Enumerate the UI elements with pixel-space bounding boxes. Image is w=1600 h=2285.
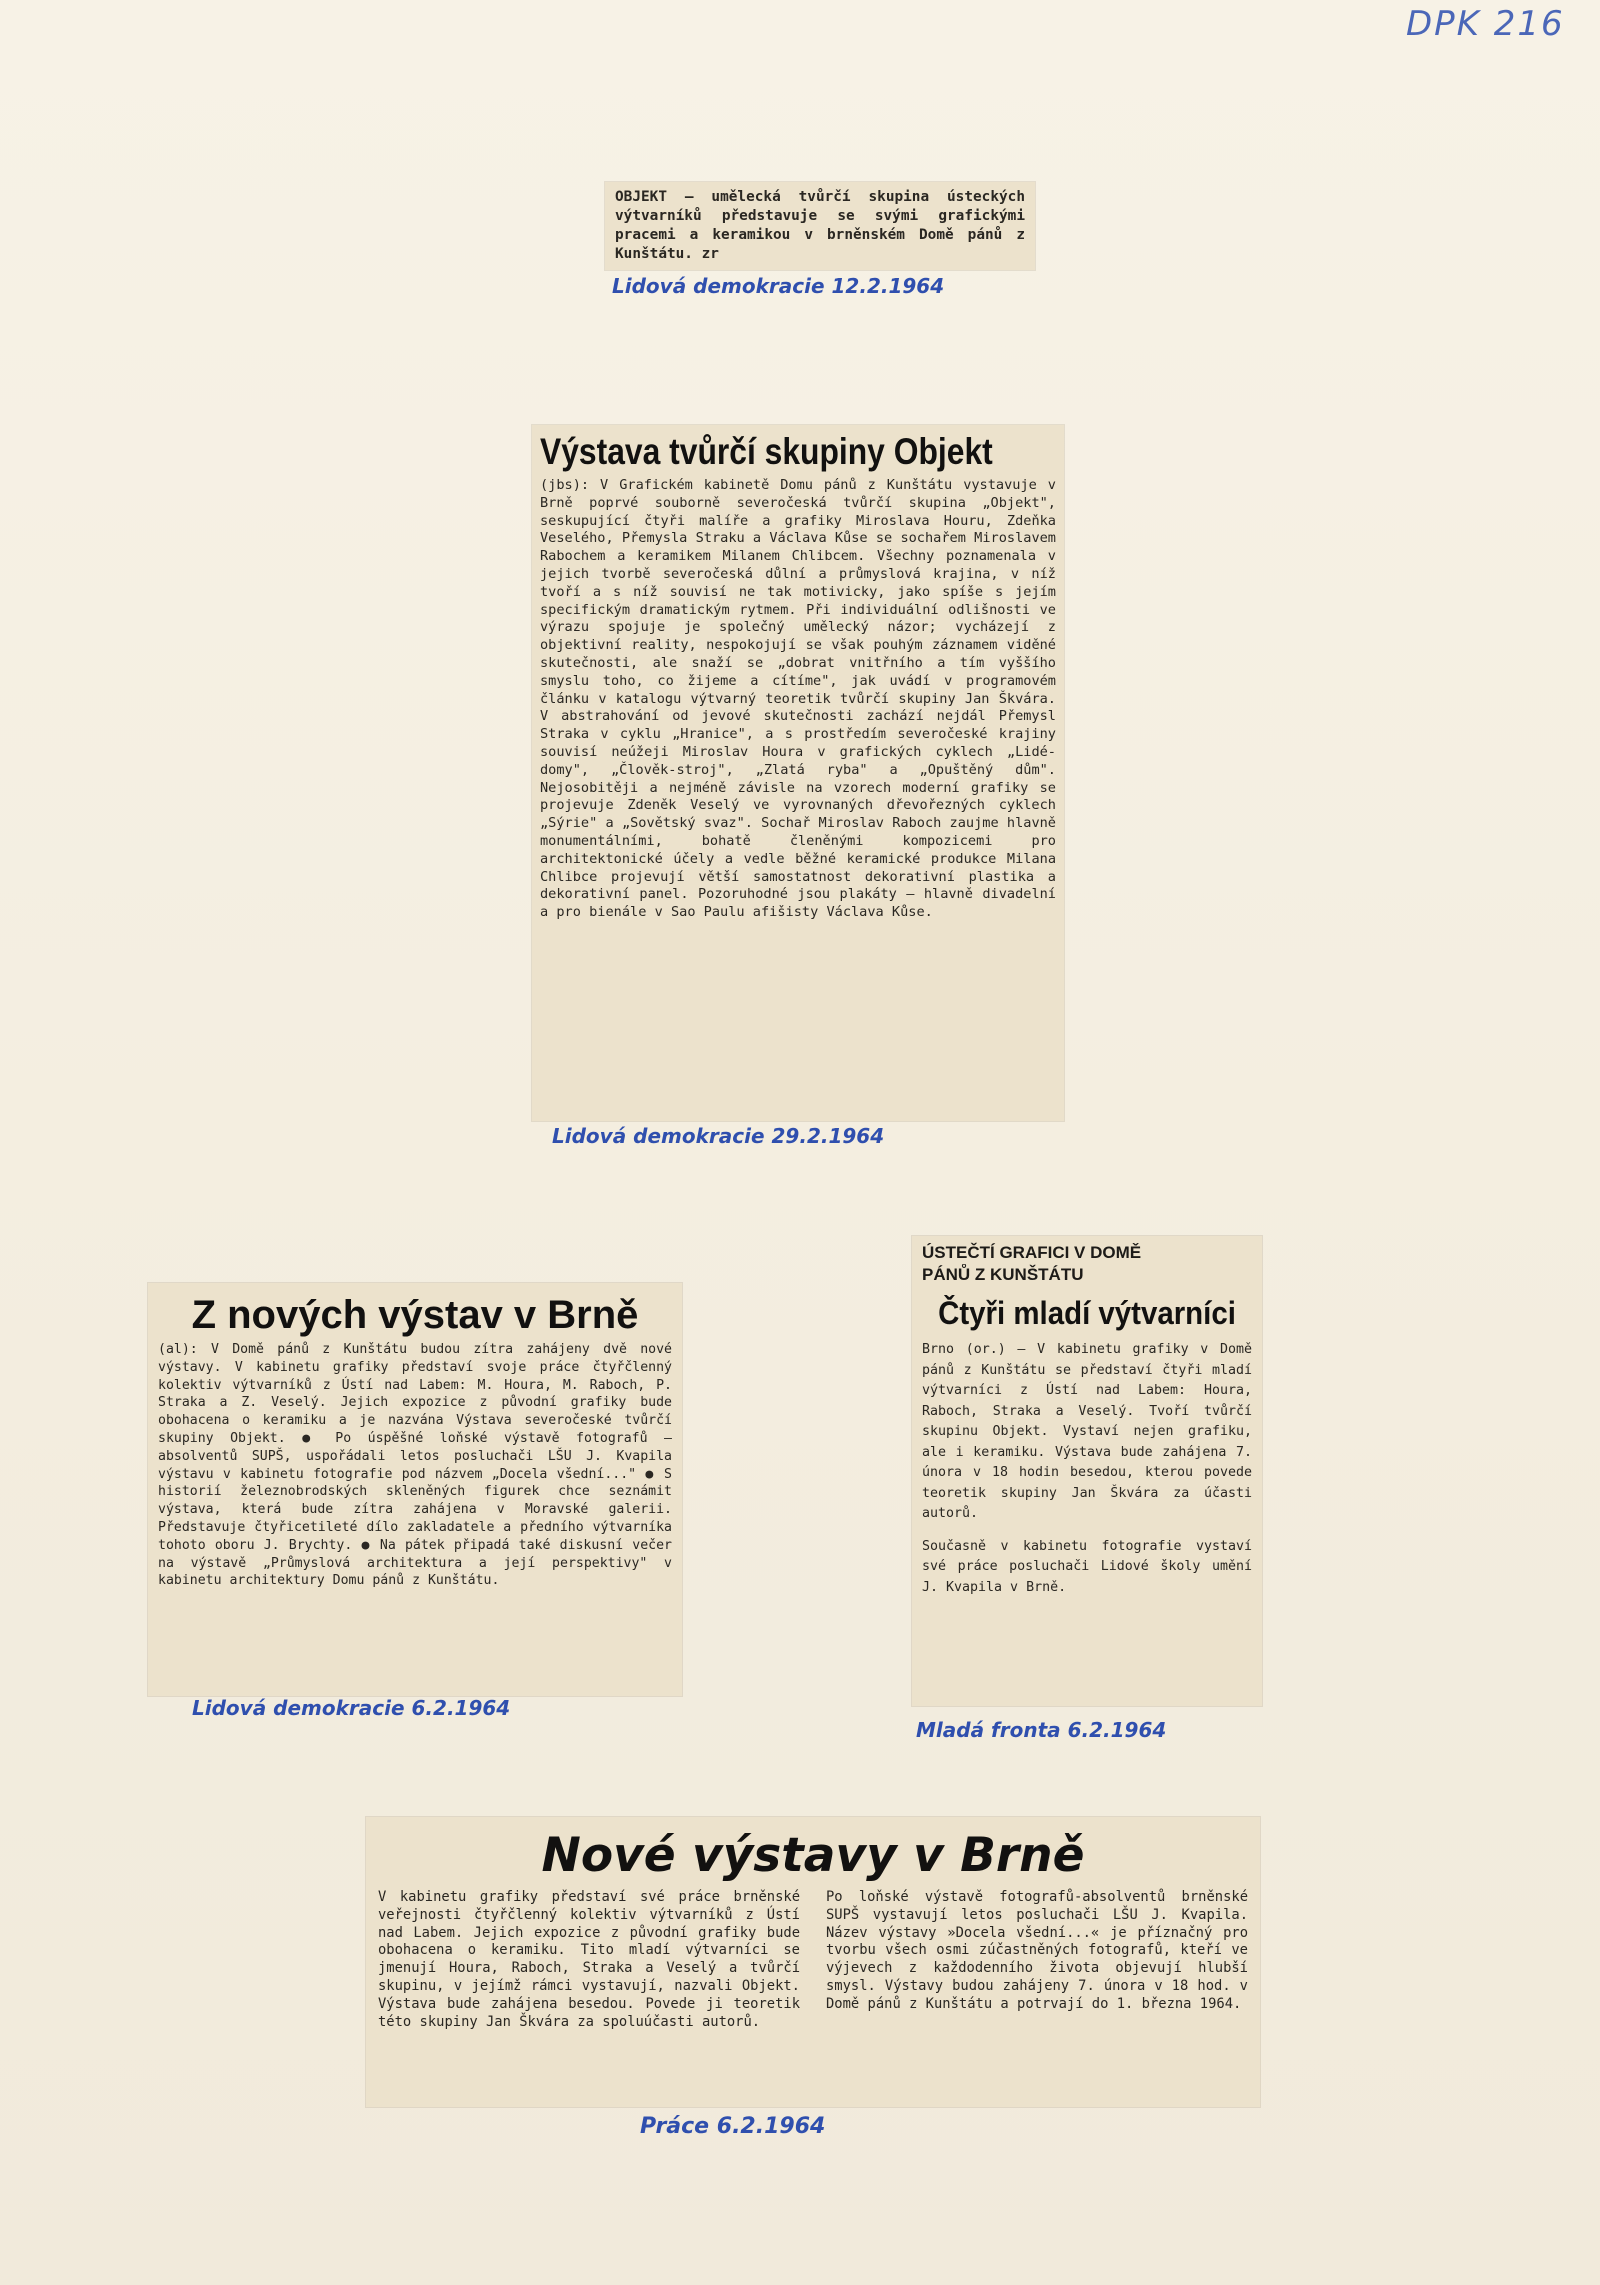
clipping-objekt-short xyxy=(605,182,1035,270)
handwritten-source-note: Lidová demokracie 29.2.1964 xyxy=(552,1124,885,1148)
handwritten-source-note: Lidová demokracie 6.2.1964 xyxy=(192,1696,511,1720)
archive-mark: DPK 216 xyxy=(1406,4,1565,44)
clipping-column-right: Po loňské výstavě fotografů-absolventů brněnské SUPŠ vystavují letos posluchači LŠU J. Kvapila. Název výstavy »Docela všední...« je příznačný pro tvorbu všech osmi zúčastněných fotografů, kteří ve výjevech z každodenního života objevují hlubší smysl. Výstavy budou zahájeny 7. února v 18 hod. v Domě pánů z Kunštátu a potrvají do 1. března 1964. xyxy=(826,1889,1248,2012)
clipping-column-left: V kabinetu grafiky představí své práce brněnské veřejnosti čtyřčlenný kolektiv výtvarníků z Ústí nad Labem. Jejich expozice z původní grafiky bude obohacena o keramiku. Tito mladí výtvarníci se jmenují Houra, Raboch, Straka a Veselý a tvůrčí skupinu, v jejímž rámci vystavují, nazvali Objekt. Výstava bude zahájena besedou. Povede ji teoretik této skupiny Jan Škvára za spoluúčasti autorů. xyxy=(378,1889,800,2030)
clipping-body: (al): V Domě pánů z Kunštátu budou zítra zahájeny dvě nové výstavy. V kabinetu grafiky představí svoje práce čtyřčlenný kolektiv výtvarníků z Ústí nad Labem: M. Houra, M. Raboch, P. Straka a Z. Veselý. Jejich expozice z původní grafiky bude obohacena o keramiku a je nazvána Výstava severočeské tvůrčí skupiny Objekt. ● Po úspěšné loňské výstavě fotografů — absolventů SUPŠ, uspořádali letos posluchači LŠU J. Kvapila výstavu v kabinetu fotografie pod názvem „Docela všední..." ● S historií železnobrodských skleněných figurek chce seznámit výstava, která bude zítra zahájena v Moravské galerii. Představuje čtyřicetileté dílo zakladatele a předního výtvarníka tohoto oboru J. Brychty. ● Na pátek připadá také diskusní večer na výstavě „Průmyslová architektura a její perspektivy" v kabinetu architektury Domu pánů z Kunštátu. xyxy=(158,1342,672,1589)
clipping-z-novych-vystav xyxy=(148,1283,682,1696)
clipping-body: OBJEKT — umělecká tvůrčí skupina ústeckých výtvarníků představuje se svými grafickými pracemi a keramikou v brněnském Domě pánů z Kunštátu. zr xyxy=(615,189,1025,262)
clipping-ctyri-mladi-vytvarnici xyxy=(912,1236,1262,1706)
clipping-headline: Výstava tvůrčí skupiny Objekt xyxy=(540,431,993,472)
clipping-headline: Nové výstavy v Brně xyxy=(541,1828,1085,1883)
clipping-headline: Čtyři mladí výtvarníci xyxy=(938,1295,1236,1331)
clipping-kicker: ÚSTEČTÍ GRAFICI V DOMĚ xyxy=(922,1243,1142,1262)
clipping-body: Brno (or.) — V kabinetu grafiky v Domě pánů z Kunštátu se představí čtyři mladí výtvarníci z Ústí nad Labem: Houra, Raboch, Straka a Veselý. Tvoří tvůrčí skupinu Objekt. Vystaví nejen grafiku, ale i keramiku. Výstava bude zahájena 7. února v 18 hodin besedou, kterou povede teoretik skupiny Jan Škvára za účasti autorů. xyxy=(922,1342,1252,1521)
clipping-columns xyxy=(378,1889,1248,2031)
handwritten-source-note: Mladá fronta 6.2.1964 xyxy=(916,1718,1167,1742)
clipping-body: (jbs): V Grafickém kabinetě Domu pánů z Kunštátu vystavuje v Brně poprvé souborně severočeská tvůrčí skupina „Objekt", seskupující čtyři malíře a grafiky Miroslava Houru, Zdeňka Veselého, Přemysla Straku a Václava Kůse se sochařem Miroslavem Rabochem a keramikem Milanem Chlibcem. Všechny poznamenala v jejich tvorbě severočeská důlní a průmyslová krajina, v níž tvoří a s níž souvisí ne tak motivicky, jako spíše s jejím specifickým dramatickým rytmem. Při individuální odlišnosti ve výrazu spojuje je společný umělecký názor; vycházejí z objektivní reality, nespokojují se však pouhým záznamem viděné skutečnosti, ale snaží se „dobrat vnitřního a tím vyššího smyslu toho, co žijeme a cítíme", jak uvádí v programovém článku v katalogu výtvarný teoretik tvůrčí skupiny Jan Škvára. V abstrahování od jevové skutečnosti zachází nejdál Přemysl Straka v cyklu „Hranice", a s prostředím severočeské krajiny souvisí neúžeji Miroslav Houra v grafických cyklech „Lidé-domy", „Člověk-stroj", „Zlatá ryba" a „Opuštěný dům". Nejosobitěji a nejméně závisle na vzorech moderní grafiky se projevuje Zdeněk Veselý ve vyrovnaných dřevořezných cyklech „Sýrie" a „Sovětský svaz". Sochař Miroslav Raboch zaujme hlavně monumentálními, bohatě členěnými kompozicemi pro architektonické účely a vedle běžné keramické produkce Milana Chlibce projevují větší samostatnost dekorativní plastika a dekorativní panel. Pozoruhodné jsou plakáty — hlavně divadelní a pro bienále v Sao Paulu afišisty Václava Kůse. xyxy=(540,477,1056,921)
clipping-headline: Z nových výstav v Brně xyxy=(191,1293,639,1337)
clipping-kicker: PÁNŮ Z KUNŠTÁTU xyxy=(922,1265,1084,1284)
clipping-vystava-objekt xyxy=(532,425,1064,1121)
handwritten-source-note: Práce 6.2.1964 xyxy=(640,2114,826,2139)
handwritten-source-note: Lidová demokracie 12.2.1964 xyxy=(612,274,945,298)
clipping-body-second-paragraph: Současně v kabinetu fotografie vystaví své práce posluchači Lidové školy umění J. Kvapila v Brně. xyxy=(922,1538,1252,1595)
clipping-nove-vystavy xyxy=(366,1817,1260,2107)
